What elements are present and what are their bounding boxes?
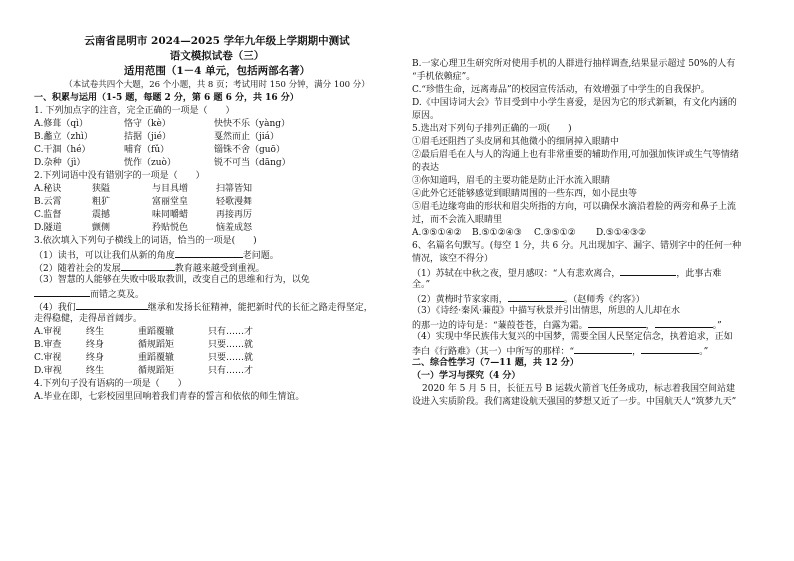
exam-scope: 适用范围（1－4 单元，包括两部名著）	[123, 65, 311, 77]
answer-blank	[655, 318, 713, 328]
q3-b2: 终身	[86, 340, 105, 350]
question-2: 2.下列词语中没有错别字的一项是（ ）	[34, 171, 205, 181]
section-2-sub-heading: （一）学习与探究（4 分）	[412, 371, 521, 381]
q5-sentence-5: ⑤眉毛边缘弯曲的形状和眉尖所指的方向，可以确保水滴沿着脸的两旁和鼻子上流	[412, 202, 737, 212]
q2-a3: 与目具增	[152, 184, 189, 194]
q2-option-row	[34, 209, 400, 222]
q2-d3: 矜贴悦色	[152, 223, 189, 233]
q4-option-a: A.毕业在即，七彩校园里回响着我们青春的誓言和依依的师生情谊。	[34, 392, 305, 402]
q3-a3: 重蹈覆辙	[138, 327, 175, 337]
q3-c1: C.审视	[34, 353, 62, 363]
q5-sentence-3: ③你知道吗，眉毛的主要功能是防止汗水流入眼睛	[412, 176, 611, 186]
q2-b2: 粗犷	[92, 197, 111, 207]
q3-b1: B.审查	[34, 340, 62, 350]
section-2-heading: 二、综合性学习（7—11 题，共 12 分）	[412, 358, 579, 368]
q2-a1: A.秘诀	[34, 184, 62, 194]
q3-c4: 只要……就	[208, 353, 254, 363]
q3-sentence-2: （2）随着社会的发展 教育越来越受到重视。	[34, 261, 400, 274]
exam-subtitle: 语文模拟试卷（三）	[169, 50, 265, 62]
right-column	[412, 0, 766, 409]
q6-item-1: （1）苏轼在中秋之夜，望月感叹：“人有悲欢离合， ，此事古难	[412, 266, 766, 279]
q3-a4: 只有……才	[208, 327, 254, 337]
question-4: 4.下列句子没有语病的一项是（ ）	[34, 379, 187, 389]
q1-a2: 恪守（kè）	[124, 119, 171, 129]
q2-b1: B.云霄	[34, 197, 62, 207]
answer-blank	[588, 318, 646, 328]
left-column	[34, 0, 400, 404]
question-6: 6、名篇名句默写。(每空 1 分，共 6 分。凡出现加字、漏字、错别字中的任何一种	[412, 241, 742, 251]
q6-item-3-cont: 的那一边的诗句是：“蒹葭苍苍，白露为霜。 ， 。”	[412, 318, 766, 331]
q2-d2: 颤侧	[92, 223, 111, 233]
q1-option-row	[34, 157, 400, 170]
q2-d1: D.隧道	[34, 223, 62, 233]
q2-b4: 轻歌漫舞	[216, 197, 253, 207]
q3-a2: 终生	[86, 327, 105, 337]
q3-b3: 循规蹈矩	[138, 340, 175, 350]
q3-sentence-1: （1）读书，可以让我们从新的角度 老问题。	[34, 248, 400, 261]
answer-blank	[34, 287, 90, 297]
q5-option-c: C.③⑤①②	[534, 228, 576, 238]
question-6-cont: 情况，该空不得分）	[412, 254, 494, 264]
q6-item-3: （3）《诗经·秦风·蒹葭》中描写秋景并引出情思，所思的人儿却在水	[412, 306, 680, 316]
q3-sentence-3: （3）智慧的人能够在失败中吸取教训，改变自己的思维和行为，以免	[34, 275, 310, 285]
q1-a3: 快快不乐（yàng）	[214, 119, 291, 129]
q1-b3: 戛然而止（jiá）	[214, 132, 280, 142]
q5-options	[412, 227, 766, 240]
q5-sentence-1: ①眉毛还阻挡了头皮屑和其他微小的细屑掉入眼睛中	[412, 137, 620, 147]
q5-sentence-5-cont: 过，而不会流入眼睛里	[412, 215, 503, 225]
q3-b4: 只要……就	[208, 340, 254, 350]
answer-blank	[620, 266, 676, 276]
q4-option-b: B.一家心理卫生研究所对使用手机的人群进行抽样调查,结果显示超过 50%的人有	[412, 59, 736, 69]
q3-d3: 循规蹈矩	[138, 366, 175, 376]
answer-blank	[121, 261, 175, 271]
q2-c4: 再接再厉	[216, 210, 253, 220]
q3-sentence-4b: 走得稳健，走得昂首阔步。	[34, 314, 143, 324]
q6-item-4: （4）实现中华民族伟大复兴的中国梦，需要全国人民坚定信念，执着追求，正如	[412, 332, 733, 342]
q2-option-row	[34, 183, 400, 196]
q3-d2: 终生	[86, 366, 105, 376]
q4-option-c: C.“珍惜生命，远离毒品”的校园宣传活动，有效增强了中学生的自我保护。	[412, 85, 710, 95]
answer-blank	[574, 344, 632, 354]
q3-option-row	[34, 365, 400, 378]
question-1: 1. 下列加点字的注音，完全正确的一项是（ ）	[34, 106, 235, 116]
q1-c1: C.干涸（hé）	[34, 145, 91, 155]
q1-b1: B.蠡立（zhì）	[34, 132, 93, 142]
q1-c2: 哺育（fǔ）	[124, 145, 170, 155]
answer-blank	[175, 248, 243, 258]
q2-c2: 震撼	[92, 210, 111, 220]
answer-blank	[641, 344, 699, 354]
q1-option-row	[34, 144, 400, 157]
question-5: 5.选出对下列句子排列正确的一项( )	[412, 124, 572, 134]
q4-option-d-cont: 原因。	[412, 111, 440, 121]
q3-d1: D.审视	[34, 366, 62, 376]
q1-option-row	[34, 118, 400, 131]
question-3: 3.依次填入下列句子横线上的词语，恰当的一项是( )	[34, 236, 257, 246]
q2-a4: 扫箒皆知	[216, 184, 253, 194]
q2-c1: C.监督	[34, 210, 62, 220]
q1-b2: 拮据（jié）	[124, 132, 171, 142]
q5-sentence-4: ④此外它还能够感觉到眼睛周围的一些东西，如小昆虫等	[412, 189, 638, 199]
q2-a2: 狭隘	[92, 184, 111, 194]
exam-title: 云南省昆明市 2024—2025 学年九年级上学期期中测试	[84, 35, 350, 47]
q1-option-row	[34, 131, 400, 144]
q1-c3: 锱铢不舍（guō）	[214, 145, 285, 155]
q3-sentence-3b: 而错之莫及。	[34, 287, 400, 300]
q3-d4: 只有……才	[208, 366, 254, 376]
q5-sentence-2: ②最后眉毛在人与人的沟通上也有非常重要的辅助作用,可加强加恢评或生气等情绪	[412, 150, 739, 160]
q3-a1: A.审视	[34, 327, 62, 337]
answer-blank	[76, 300, 148, 310]
passage-line-2: 设进入实质阶段。我们离建设航天强国的梦想又近了一步。中国航天人“筑梦九天”	[412, 397, 737, 407]
q6-item-2: （2）黄梅时节家家雨， 。（赵师秀《约客》）	[412, 292, 766, 305]
q1-d3: 锐不可当（dāng）	[214, 158, 291, 168]
q4-option-b-cont: “手机依赖症”。	[412, 72, 476, 82]
exam-note: （本试卷共四个大题，26 个小题，共 8 页；考试用时 150 分钟，满分 100 分）	[64, 80, 370, 90]
q5-option-a: A.③⑤①④②	[412, 228, 462, 238]
q5-option-b: B.⑤①②④③	[472, 228, 522, 238]
q3-option-row	[34, 339, 400, 352]
q3-c3: 重蹈覆辙	[138, 353, 175, 363]
q3-c2: 终身	[86, 353, 105, 363]
q5-option-d: D.⑤①④③②	[596, 228, 647, 238]
q6-item-4-cont: 李白《行路难》（其一）中所写的那样：“ ， 。”	[412, 344, 766, 357]
q3-sentence-4: （4）我们 继承和发扬长征精神，能把新时代的长征之路走得坚定，	[34, 300, 400, 313]
q5-sentence-2-cont: 的表达	[412, 163, 440, 173]
q6-item-1-cont: 全。”	[412, 280, 431, 290]
q1-d1: D.杂种（jì）	[34, 158, 86, 168]
q3-option-row	[34, 352, 400, 365]
q2-option-row	[34, 196, 400, 209]
answer-blank	[508, 292, 564, 302]
q1-d2: 恍作（zuò）	[124, 158, 176, 168]
section-1-heading: 一、积累与运用（1-5 题，每题 2 分，第 6 题 6 分，共 16 分）	[34, 93, 299, 103]
q1-a1: A.修葺（qì）	[34, 119, 89, 129]
q2-option-row	[34, 222, 400, 235]
q2-b3: 富丽堂皇	[152, 197, 189, 207]
q4-option-d: D.《中国诗词大会》节目受到中小学生喜爱，是因为它的形式新颖，有文化内涵的	[412, 98, 737, 108]
q2-c3: 味同嚼蜡	[152, 210, 189, 220]
passage-line-1: 2020 年 5 月 5 日，长征五号 B 运载火箭首飞任务成功，标志着我国空间站建	[422, 384, 735, 394]
q2-d4: 恼羞成怒	[216, 223, 253, 233]
q3-option-row	[34, 326, 400, 339]
